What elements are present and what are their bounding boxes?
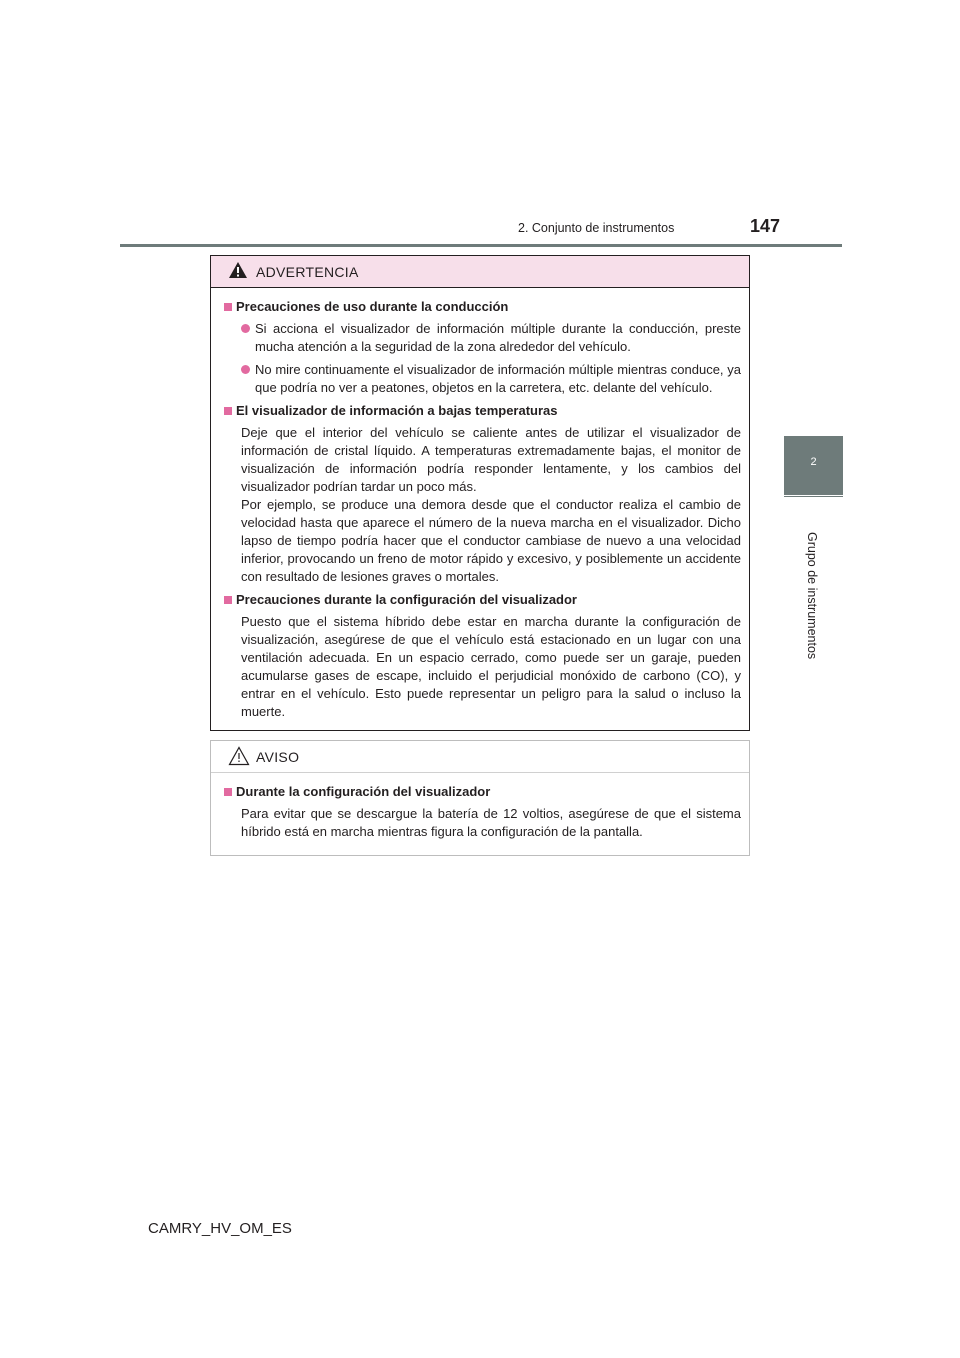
section-title: Precauciones durante la configuración del visualizador <box>236 592 577 607</box>
header-rule <box>120 244 842 247</box>
warning-title: ADVERTENCIA <box>256 264 359 280</box>
section-title: Precauciones de uso durante la conducción <box>236 299 509 314</box>
page-number: 147 <box>749 216 780 236</box>
chapter-tab-rule <box>784 496 843 497</box>
chapter-tab <box>784 436 843 495</box>
square-bullet-icon <box>224 407 232 415</box>
section-heading <box>224 591 741 609</box>
notice-box <box>210 740 750 856</box>
section-heading <box>224 783 741 801</box>
circle-bullet-icon <box>241 365 250 374</box>
section-heading <box>224 298 741 316</box>
paragraph-text: Puesto que el sistema híbrido debe estar en marcha durante la configuración de visualización, asegúrese de que el vehículo está estacionado en un lugar con una ventilación adecuada. En un espacio cerrado, como puede ser un garaje, pueden acumularse gases de escape, incluido el perjudicial monóxido de carbono (CO), y entrar en el vehículo. Esto puede representar un peligro para la salud o incluso la muerte. <box>241 614 741 719</box>
notice-title: AVISO <box>256 749 300 765</box>
bullet-text: Si acciona el visualizador de información múltiple durante la conducción, preste mucha atención a la seguridad de la zona alrededor del vehículo. <box>255 321 741 354</box>
section-title: Durante la configuración del visualizador <box>236 784 491 799</box>
warning-box <box>210 255 750 731</box>
bullet-text: No mire continuamente el visualizador de información múltiple mientras conduce, ya que podría no ver a peatones, objetos en la carretera, etc. delante del vehículo. <box>255 362 741 395</box>
warning-triangle-icon <box>228 261 248 279</box>
section-heading <box>224 402 741 420</box>
paragraph-text: Deje que el interior del vehículo se caliente antes de utilizar el visualizador de información de cristal líquido. A temperaturas extremadamente bajas, el monitor de visualización de información podría responder lentamente, y los cambios del visualizador podrían tardar un poco más. <box>241 425 741 494</box>
notice-body <box>211 773 749 841</box>
chapter-title: Grupo de instrumentos <box>805 532 819 660</box>
warning-header <box>211 256 749 288</box>
caution-triangle-icon <box>228 746 250 766</box>
notice-header <box>211 741 749 773</box>
chapter-number: 2 <box>810 456 817 468</box>
paragraph <box>241 613 741 721</box>
paragraph <box>241 424 741 586</box>
manual-code: CAMRY_HV_OM_ES <box>148 1220 292 1237</box>
circle-bullet-icon <box>241 324 250 333</box>
square-bullet-icon <box>224 303 232 311</box>
header-section-title: 2. Conjunto de instrumentos <box>518 221 675 235</box>
square-bullet-icon <box>224 788 232 796</box>
list-item <box>241 320 741 356</box>
square-bullet-icon <box>224 596 232 604</box>
paragraph <box>241 805 741 841</box>
section-title: El visualizador de información a bajas temperaturas <box>236 403 558 418</box>
warning-body <box>211 288 749 721</box>
list-item <box>241 361 741 397</box>
paragraph-text: Para evitar que se descargue la batería de 12 voltios, asegúrese de que el sistema híbrido está en marcha mientras figura la configuración de la pantalla. <box>241 806 741 839</box>
paragraph-text: Por ejemplo, se produce una demora desde que el conductor realiza el cambio de velocidad hasta que aparece el número de la nueva marcha en el visualizador. Dicho lapso de tiempo podría hacer que el conductor cambiase de nuevo a una velocidad inferior, provocando un freno de motor rápido y excesivo, y posiblemente un accidente con resultado de lesiones graves o mortales. <box>241 497 741 584</box>
